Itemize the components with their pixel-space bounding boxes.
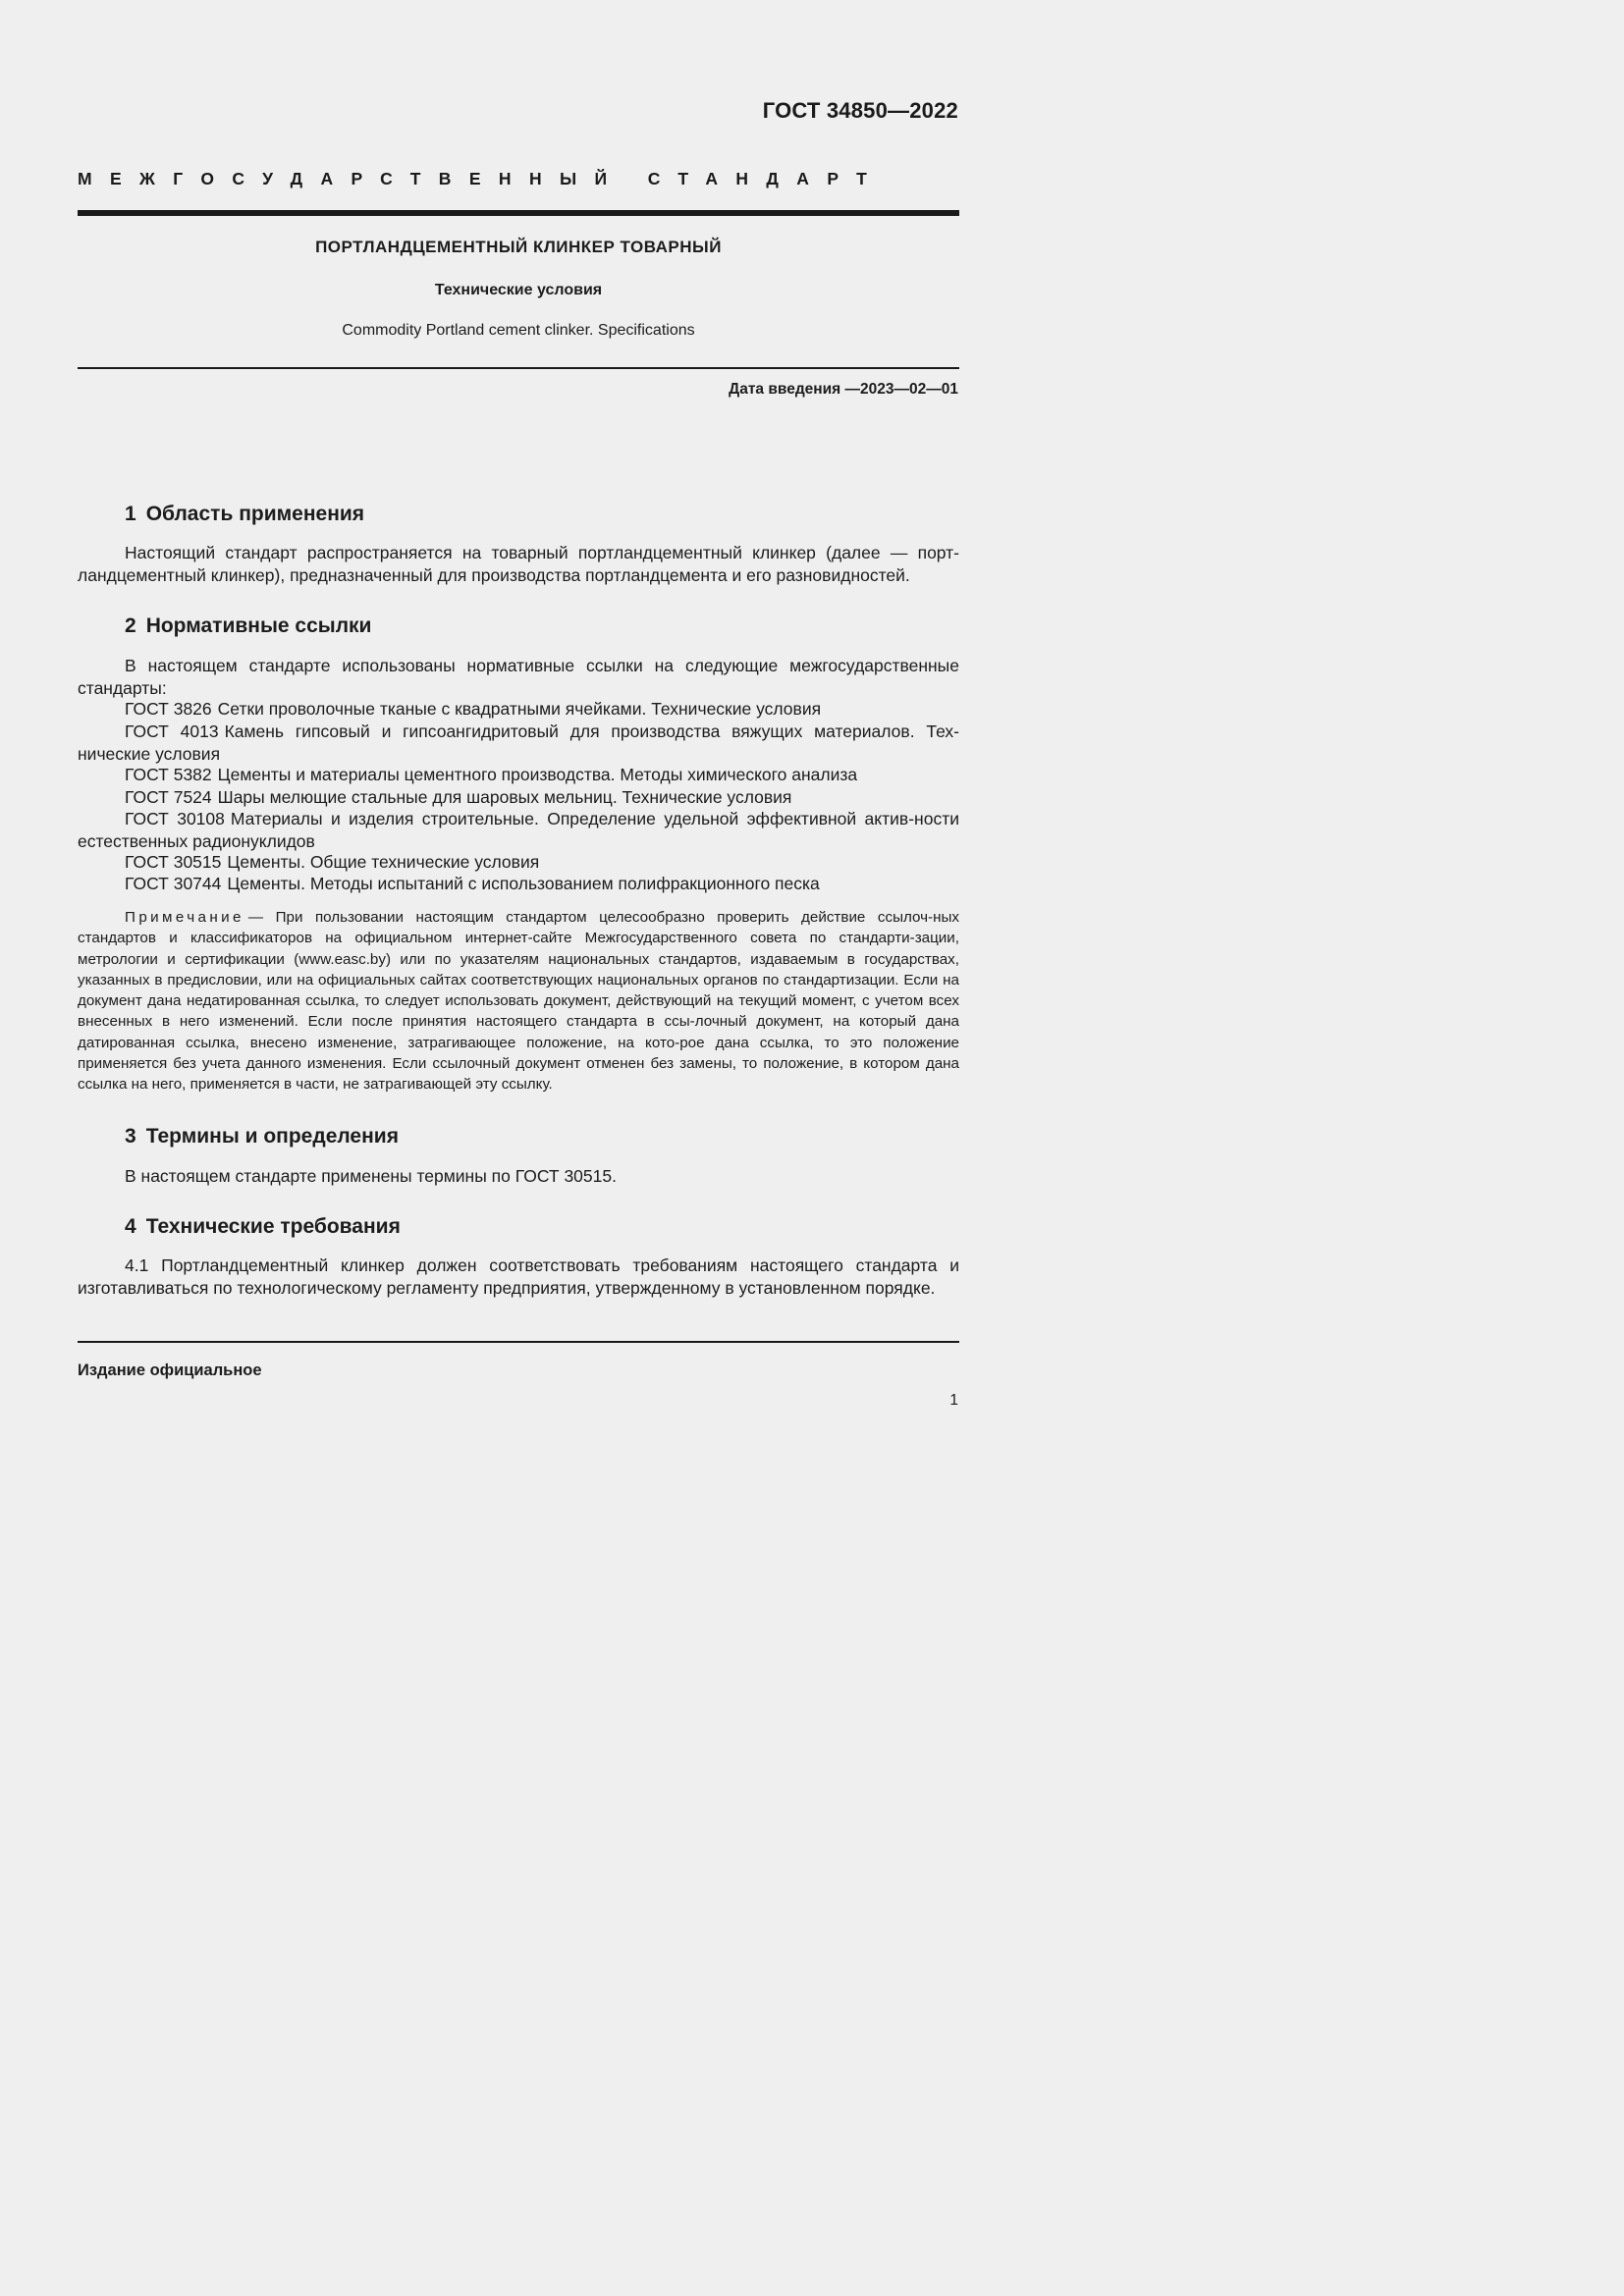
reference-code: ГОСТ 5382 <box>125 765 212 784</box>
reference-code: ГОСТ 30515 <box>125 852 222 872</box>
document-code: ГОСТ 34850—2022 <box>762 98 958 123</box>
edition-label: Издание официальное <box>78 1362 262 1379</box>
reference-item <box>78 851 959 874</box>
standard-type-banner: МЕЖГОСУДАРСТВЕННЫЙ СТАНДАРТ <box>78 169 886 188</box>
section-paragraph: В настоящем стандарте применены термины по ГОСТ 30515. <box>125 1166 617 1186</box>
reference-title: Цементы. Общие технические условия <box>227 852 540 872</box>
reference-code: ГОСТ 7524 <box>125 787 212 807</box>
section-heading <box>125 1215 401 1239</box>
page-number: 1 <box>949 1392 958 1409</box>
reference-title: Шары мелющие стальные для шаровых мельниц. Технические условия <box>217 787 792 807</box>
reference-item <box>78 873 959 895</box>
footer-rule <box>78 1341 959 1343</box>
reference-note <box>78 907 959 1095</box>
reference-item <box>78 808 959 852</box>
section-heading <box>125 503 364 526</box>
title-rule <box>78 367 959 369</box>
reference-code: ГОСТ 3826 <box>125 699 212 719</box>
reference-title: Цементы. Методы испытаний с использованием полифракционного песка <box>227 874 820 893</box>
section-title: Область применения <box>145 503 365 525</box>
reference-item <box>78 764 959 786</box>
section-title: Технические требования <box>145 1215 401 1238</box>
note-label: Примечание <box>125 909 244 926</box>
effective-date: Дата введения —2023—02—01 <box>729 381 958 398</box>
section-number: 1 <box>125 503 136 525</box>
section-number: 4 <box>125 1215 136 1238</box>
reference-code: ГОСТ 30744 <box>125 874 222 893</box>
reference-item <box>78 786 959 809</box>
document-page <box>0 0 1089 1539</box>
section-number: 2 <box>125 614 136 637</box>
document-subtitle: Технические условия <box>434 282 603 298</box>
note-text: — При пользовании настоящим стандартом целесообразно проверить действие ссылоч-ных стандартов и классификаторов на официальном интернет-сайте Межгосударственного совета по стандарти-зации, метрологии и сертификации (www.easc.by) или по указателям национальных стандартов, издаваемым в государствах, указанных в предисловии, или на официальных сайтах соответствующих национальных органов по стандартизации. Если на документ дана недатированная ссылка, то следует использовать документ, действующий на текущий момент, с учетом всех внесенных в него изменений. Если после принятия настоящего стандарта в ссы-лочный документ, на который дана датированная ссылка, внесено изменение, затрагивающее положение, на кото-рое дана ссылка, то это положение применяется без учета данного изменения. Если ссылочный документ отменен без замены, то положение, в котором дана ссылка на него, применяется в части, не затрагивающей эту ссылку. <box>78 909 959 1094</box>
reference-item <box>78 721 959 765</box>
section-title: Нормативные ссылки <box>145 614 372 637</box>
english-title: Commodity Portland cement clinker. Specifications <box>342 322 695 339</box>
section-paragraph: В настоящем стандарте использованы нормативные ссылки на следующие межгосударственные стандарты: <box>78 656 959 698</box>
section-heading <box>125 1125 399 1148</box>
reference-code: ГОСТ 30108 <box>125 809 225 828</box>
document-title: ПОРТЛАНДЦЕМЕНТНЫЙ КЛИНКЕР ТОВАРНЫЙ <box>315 238 722 256</box>
section-heading <box>125 614 371 638</box>
reference-title: Сетки проволочные тканые с квадратными ячейками. Технические условия <box>217 699 822 719</box>
header-rule <box>78 210 959 216</box>
reference-title: Камень гипсовый и гипсоангидритовый для производства вяжущих материалов. Тех-нические условия <box>78 721 959 764</box>
reference-title: Цементы и материалы цементного производства. Методы химического анализа <box>217 765 858 784</box>
reference-item <box>78 698 959 721</box>
reference-title: Материалы и изделия строительные. Определение удельной эффективной актив-ности естественных радионуклидов <box>78 809 959 851</box>
section-title: Термины и определения <box>145 1125 399 1148</box>
reference-code: ГОСТ 4013 <box>125 721 219 741</box>
section-number: 3 <box>125 1125 136 1148</box>
section-paragraph: 4.1 Портландцементный клинкер должен соответствовать требованиям настоящего стандарта и изготавливаться по технологическому регламенту предприятия, утвержденному в установленном порядке. <box>78 1255 959 1298</box>
section-paragraph: Настоящий стандарт распространяется на товарный портландцементный клинкер (далее — порт-ландцементный клинкер), предназначенный для производства портландцемента и его разновидностей. <box>78 543 959 585</box>
